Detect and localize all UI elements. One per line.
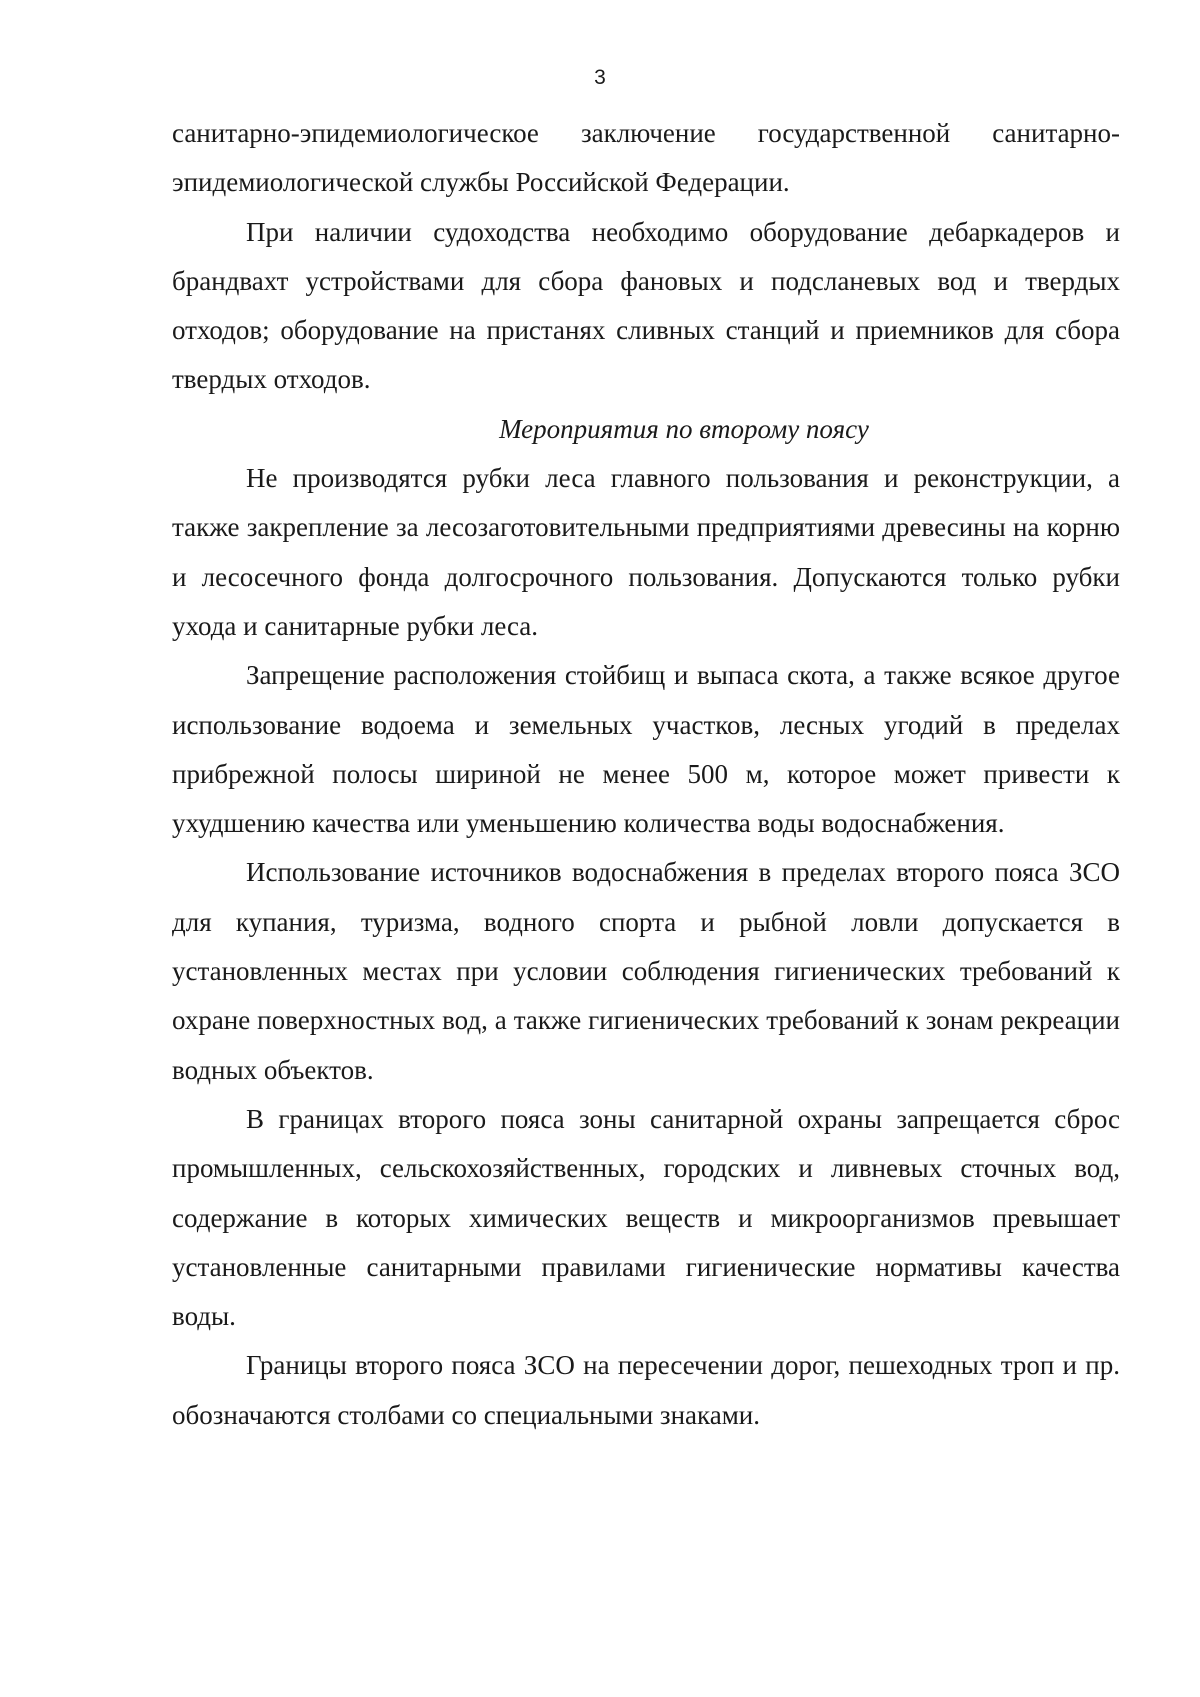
document-body [172,109,1120,1440]
paragraph-navigation: При наличии судоходства необходимо оборудование дебаркадеров и брандвахт устройствами для сбора фановых и подсланевых вод и твердых отходов; оборудование на пристанях сливных станций и приемников для сбора твердых отходов. [172,216,1120,395]
paragraph-grazing-ban: Запрещение расположения стойбищ и выпаса скота, а также всякое другое использование водоема и земельных участков, лесных угодий в пределах прибрежной полосы шириной не менее 500 м, которое может привести к ухудшению качества или уменьшению количества воды водоснабжения. [172,660,1120,839]
paragraph-forest-cutting: Не производятся рубки леса главного пользования и реконструкции, а также закрепление за лесозаготовительными предприятиями древесины на корню и лесосечного фонда долгосрочного пользования. Допускаются только рубки ухода и санитарные рубки леса. [172,463,1120,641]
section-heading: Мероприятия по второму поясу [499,413,869,444]
paragraph-recreation-use: Использование источников водоснабжения в пределах второго пояса ЗСО для купания, туризма, водного спорта и рыбной ловли допускается в установленных местах при условии соблюдения гигиенических требований к охране поверхностных вод, а также гигиенических требований к зонам рекреации водных объектов. [172,857,1120,1085]
paragraph-discharge-ban: В границах второго пояса зоны санитарной охраны запрещается сброс промышленных, сельскохозяйственных, городских и ливневых сточных вод, содержание в которых химических веществ и микроорганизмов превышает установленные санитарными правилами гигиенические нормативы качества воды. [172,1103,1120,1332]
paragraph-boundary-markers: Границы второго пояса ЗСО на пересечении дорог, пешеходных троп и пр. обозначаются столбами со специальными знаками. [172,1350,1120,1430]
page-number: 3 [594,66,606,89]
paragraph-continuation: санитарно-эпидемиологическое заключение государственной санитарно-эпидемиологической службы Российской Федерации. [172,118,1120,198]
